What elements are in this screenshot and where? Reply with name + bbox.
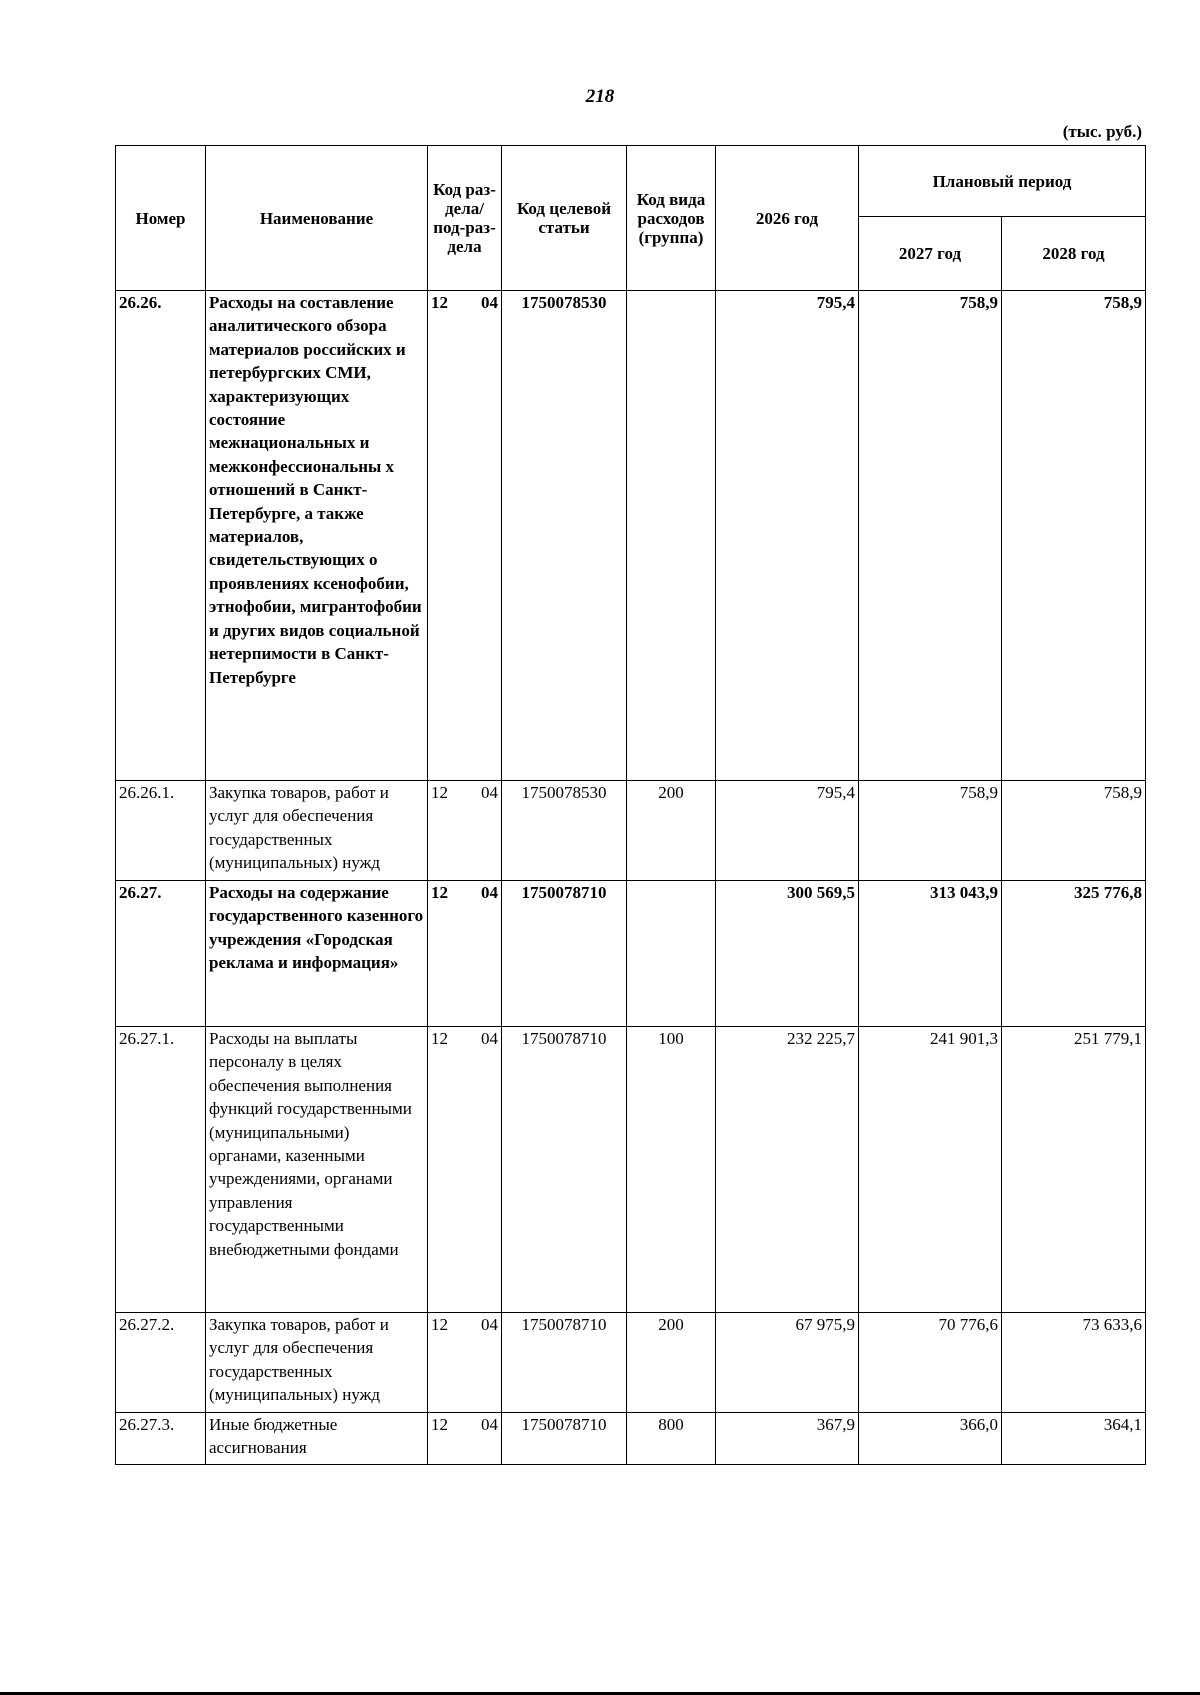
row-section-code (428, 881, 502, 1027)
row-target-code: 1750078710 (502, 1027, 627, 1313)
row-name: Иные бюджетные ассигнования (206, 1413, 428, 1465)
row-amount-2027: 70 776,6 (859, 1313, 1002, 1413)
row-target-code: 1750078710 (502, 1413, 627, 1465)
section-code: 12 (431, 1415, 448, 1434)
page-number: 218 (585, 86, 615, 107)
subsection-code: 04 (481, 783, 498, 802)
row-section-code (428, 291, 502, 781)
section-code: 12 (431, 783, 448, 802)
row-amount-2027: 241 901,3 (859, 1027, 1002, 1313)
row-amount-2026: 67 975,9 (716, 1313, 859, 1413)
row-target-code: 1750078530 (502, 291, 627, 781)
budget-table (115, 145, 1146, 1465)
row-name: Расходы на содержание государственного казенного учреждения «Городская реклама и информация» (206, 881, 428, 1027)
row-amount-2027: 758,9 (859, 291, 1002, 781)
subsection-code: 04 (481, 1029, 498, 1048)
row-name: Закупка товаров, работ и услуг для обеспечения государственных (муниципальных) нужд (206, 781, 428, 881)
row-number: 26.26. (116, 291, 206, 781)
row-amount-2028: 758,9 (1002, 291, 1146, 781)
row-amount-2028: 251 779,1 (1002, 1027, 1146, 1313)
row-number: 26.26.1. (116, 781, 206, 881)
header-2026: 2026 год (716, 146, 859, 291)
row-number: 26.27.1. (116, 1027, 206, 1313)
row-number: 26.27. (116, 881, 206, 1027)
row-number: 26.27.3. (116, 1413, 206, 1465)
row-name: Расходы на выплаты персоналу в целях обеспечения выполнения функций государственными (муниципальными) органами, казенными учреждениями, органами управления государственными внебюджетными фондами (206, 1027, 428, 1313)
row-amount-2028: 364,1 (1002, 1413, 1146, 1465)
row-expense-type: 200 (627, 781, 716, 881)
section-code: 12 (431, 293, 448, 312)
section-code: 12 (431, 883, 448, 902)
row-amount-2028: 73 633,6 (1002, 1313, 1146, 1413)
subsection-code: 04 (481, 293, 498, 312)
subsection-code: 04 (481, 1415, 498, 1434)
row-amount-2027: 313 043,9 (859, 881, 1002, 1027)
section-code: 12 (431, 1029, 448, 1048)
row-expense-type (627, 291, 716, 781)
row-expense-type: 800 (627, 1413, 716, 1465)
section-code: 12 (431, 1315, 448, 1334)
row-amount-2028: 325 776,8 (1002, 881, 1146, 1027)
row-amount-2026: 795,4 (716, 781, 859, 881)
row-expense-type (627, 881, 716, 1027)
row-expense-type: 200 (627, 1313, 716, 1413)
row-section-code (428, 1313, 502, 1413)
row-expense-type: 100 (627, 1027, 716, 1313)
subsection-code: 04 (481, 1315, 498, 1334)
header-2027: 2027 год (859, 217, 1002, 291)
row-target-code: 1750078710 (502, 881, 627, 1027)
subsection-code: 04 (481, 883, 498, 902)
row-amount-2026: 232 225,7 (716, 1027, 859, 1313)
row-name: Расходы на составление аналитического обзора материалов российских и петербургских СМИ, характеризующих состояние межнациональных и межконфессиональны х отношений в Санкт-Петербурге, а также материалов, свидетельствующих о проявлениях ксенофобии, этнофобии, мигрантофобии и других видов социальной нетерпимости в Санкт-Петербурге (206, 291, 428, 781)
row-amount-2026: 795,4 (716, 291, 859, 781)
row-target-code: 1750078530 (502, 781, 627, 881)
row-amount-2026: 367,9 (716, 1413, 859, 1465)
header-2028: 2028 год (1002, 217, 1146, 291)
table-row (116, 291, 1146, 781)
table-row (116, 1413, 1146, 1465)
table-row (116, 1027, 1146, 1313)
table-body (116, 291, 1146, 1465)
units-label: (тыс. руб.) (1062, 122, 1142, 141)
header-number: Номер (116, 146, 206, 291)
table-row (116, 1313, 1146, 1413)
table-row (116, 781, 1146, 881)
row-amount-2027: 366,0 (859, 1413, 1002, 1465)
row-number: 26.27.2. (116, 1313, 206, 1413)
header-planned-period: Плановый период (859, 146, 1146, 217)
row-section-code (428, 781, 502, 881)
row-amount-2027: 758,9 (859, 781, 1002, 881)
row-amount-2026: 300 569,5 (716, 881, 859, 1027)
header-name: Наименование (206, 146, 428, 291)
header-type: Код вида расходов (группа) (627, 146, 716, 291)
header-target: Код целевой статьи (502, 146, 627, 291)
row-section-code (428, 1027, 502, 1313)
table-row (116, 881, 1146, 1027)
header-section: Код раз-дела/ под-раз-дела (428, 146, 502, 291)
row-target-code: 1750078710 (502, 1313, 627, 1413)
row-name: Закупка товаров, работ и услуг для обеспечения государственных (муниципальных) нужд (206, 1313, 428, 1413)
row-amount-2028: 758,9 (1002, 781, 1146, 881)
row-section-code (428, 1413, 502, 1465)
